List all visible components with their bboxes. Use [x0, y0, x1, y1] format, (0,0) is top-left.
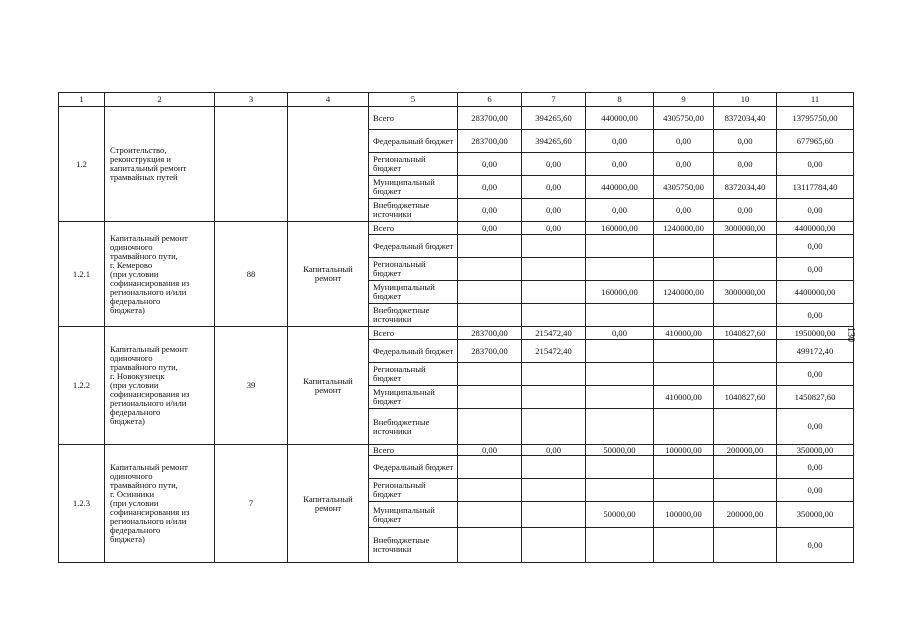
- amount-cell: 1240000,00: [654, 281, 714, 304]
- row-amount: 88: [215, 222, 288, 327]
- row-work-type: Капитальный ремонт: [288, 445, 369, 563]
- amount-cell: [654, 456, 714, 479]
- amount-cell: 13795750,00: [777, 107, 854, 130]
- amount-cell: [654, 528, 714, 563]
- amount-cell: 0,00: [777, 456, 854, 479]
- row-title: Капитальный ремонт одиночного трамвайного пути, г. Осинники (при условии софинансирования из регионального и/или федерального бюджета): [105, 445, 215, 563]
- column-number: 6: [458, 93, 522, 107]
- amount-cell: [522, 479, 586, 502]
- amount-cell: 4305750,00: [654, 176, 714, 199]
- amount-cell: [458, 409, 522, 445]
- amount-cell: [522, 281, 586, 304]
- amount-cell: [522, 235, 586, 258]
- funding-source: Федеральный бюджет: [369, 130, 458, 153]
- amount-cell: 160000,00: [586, 281, 654, 304]
- amount-cell: 0,00: [777, 235, 854, 258]
- amount-cell: [654, 258, 714, 281]
- amount-cell: [458, 528, 522, 563]
- amount-cell: 440000,00: [586, 107, 654, 130]
- column-number: 2: [105, 93, 215, 107]
- amount-cell: 0,00: [777, 199, 854, 222]
- funding-source: Всего: [369, 222, 458, 235]
- amount-cell: [458, 456, 522, 479]
- funding-source: Внебюджетные источники: [369, 304, 458, 327]
- amount-cell: 100000,00: [654, 445, 714, 456]
- amount-cell: 0,00: [777, 528, 854, 563]
- amount-cell: [586, 340, 654, 363]
- amount-cell: 283700,00: [458, 130, 522, 153]
- row-title: Капитальный ремонт одиночного трамвайного пути, г. Кемерово (при условии софинансирования из регионального и/или федерального бюджета): [105, 222, 215, 327]
- amount-cell: [458, 363, 522, 386]
- table-body: [59, 93, 854, 563]
- amount-cell: [458, 304, 522, 327]
- table-row: [59, 327, 854, 340]
- amount-cell: [586, 235, 654, 258]
- amount-cell: 1240000,00: [654, 222, 714, 235]
- amount-cell: 0,00: [522, 222, 586, 235]
- amount-cell: [586, 258, 654, 281]
- amount-cell: [654, 304, 714, 327]
- amount-cell: 0,00: [714, 153, 777, 176]
- amount-cell: 8372034,40: [714, 107, 777, 130]
- amount-cell: 0,00: [522, 199, 586, 222]
- amount-cell: [654, 409, 714, 445]
- column-number: 4: [288, 93, 369, 107]
- row-work-type: [288, 107, 369, 222]
- amount-cell: 0,00: [458, 176, 522, 199]
- amount-cell: 440000,00: [586, 176, 654, 199]
- amount-cell: 200000,00: [714, 502, 777, 528]
- amount-cell: 0,00: [654, 130, 714, 153]
- table-row: [59, 445, 854, 456]
- funding-source: Всего: [369, 445, 458, 456]
- amount-cell: 499172,40: [777, 340, 854, 363]
- table-row: [59, 107, 854, 130]
- amount-cell: 0,00: [522, 176, 586, 199]
- amount-cell: 1040827,60: [714, 386, 777, 409]
- column-number: 9: [654, 93, 714, 107]
- amount-cell: 283700,00: [458, 107, 522, 130]
- funding-source: Всего: [369, 327, 458, 340]
- amount-cell: [522, 304, 586, 327]
- amount-cell: [654, 479, 714, 502]
- amount-cell: 4400000,00: [777, 222, 854, 235]
- row-title: Капитальный ремонт одиночного трамвайного пути, г. Новокузнецк (при условии софинансирования из регионального и/или федерального бюджета): [105, 327, 215, 445]
- amount-cell: 0,00: [458, 222, 522, 235]
- funding-source: Региональный бюджет: [369, 363, 458, 386]
- funding-source: Региональный бюджет: [369, 153, 458, 176]
- amount-cell: [458, 235, 522, 258]
- row-code: 1.2: [59, 107, 105, 222]
- amount-cell: [522, 528, 586, 563]
- amount-cell: [714, 456, 777, 479]
- column-number: 1: [59, 93, 105, 107]
- funding-source: Муниципальный бюджет: [369, 502, 458, 528]
- amount-cell: 0,00: [586, 327, 654, 340]
- funding-source: Федеральный бюджет: [369, 235, 458, 258]
- amount-cell: [714, 363, 777, 386]
- amount-cell: 200000,00: [714, 445, 777, 456]
- amount-cell: 394265,60: [522, 107, 586, 130]
- column-number: 8: [586, 93, 654, 107]
- amount-cell: 0,00: [777, 153, 854, 176]
- amount-cell: 8372034,40: [714, 176, 777, 199]
- amount-cell: [654, 363, 714, 386]
- amount-cell: [654, 235, 714, 258]
- amount-cell: 350000,00: [777, 445, 854, 456]
- funding-source: Муниципальный бюджет: [369, 176, 458, 199]
- row-amount: 7: [215, 445, 288, 563]
- row-amount: 39: [215, 327, 288, 445]
- amount-cell: [586, 304, 654, 327]
- amount-cell: [714, 258, 777, 281]
- amount-cell: [522, 409, 586, 445]
- amount-cell: [586, 363, 654, 386]
- column-number: 5: [369, 93, 458, 107]
- amount-cell: [522, 502, 586, 528]
- amount-cell: 215472,40: [522, 327, 586, 340]
- amount-cell: 410000,00: [654, 327, 714, 340]
- amount-cell: 0,00: [654, 199, 714, 222]
- amount-cell: [714, 235, 777, 258]
- amount-cell: [586, 456, 654, 479]
- amount-cell: 0,00: [714, 199, 777, 222]
- amount-cell: 0,00: [522, 153, 586, 176]
- row-code: 1.2.2: [59, 327, 105, 445]
- funding-source: Внебюджетные источники: [369, 528, 458, 563]
- amount-cell: [714, 528, 777, 563]
- amount-cell: 1450827,60: [777, 386, 854, 409]
- amount-cell: 0,00: [777, 258, 854, 281]
- funding-source: Федеральный бюджет: [369, 340, 458, 363]
- amount-cell: 50000,00: [586, 502, 654, 528]
- amount-cell: 0,00: [458, 153, 522, 176]
- funding-source: Муниципальный бюджет: [369, 386, 458, 409]
- column-number: 7: [522, 93, 586, 107]
- table-row: [59, 222, 854, 235]
- amount-cell: 4400000,00: [777, 281, 854, 304]
- header-row: [59, 93, 854, 107]
- column-number: 11: [777, 93, 854, 107]
- amount-cell: 0,00: [586, 153, 654, 176]
- amount-cell: 3000000,00: [714, 281, 777, 304]
- funding-source: Всего: [369, 107, 458, 130]
- amount-cell: 0,00: [586, 199, 654, 222]
- amount-cell: 13117784,40: [777, 176, 854, 199]
- amount-cell: [586, 386, 654, 409]
- amount-cell: 0,00: [777, 304, 854, 327]
- funding-source: Муниципальный бюджет: [369, 281, 458, 304]
- funding-source: Федеральный бюджет: [369, 456, 458, 479]
- amount-cell: 0,00: [714, 130, 777, 153]
- amount-cell: [586, 479, 654, 502]
- amount-cell: [714, 409, 777, 445]
- amount-cell: [522, 456, 586, 479]
- funding-source: Внебюджетные источники: [369, 199, 458, 222]
- amount-cell: 677965,60: [777, 130, 854, 153]
- row-work-type: Капитальный ремонт: [288, 327, 369, 445]
- amount-cell: [458, 386, 522, 409]
- column-number: 10: [714, 93, 777, 107]
- amount-cell: [522, 258, 586, 281]
- row-code: 1.2.1: [59, 222, 105, 327]
- amount-cell: [458, 502, 522, 528]
- row-code: 1.2.3: [59, 445, 105, 563]
- amount-cell: 0,00: [777, 409, 854, 445]
- amount-cell: [654, 340, 714, 363]
- amount-cell: 0,00: [654, 153, 714, 176]
- funding-source: Региональный бюджет: [369, 258, 458, 281]
- amount-cell: [458, 281, 522, 304]
- amount-cell: [714, 479, 777, 502]
- amount-cell: 1040827,60: [714, 327, 777, 340]
- amount-cell: 350000,00: [777, 502, 854, 528]
- amount-cell: 0,00: [522, 445, 586, 456]
- amount-cell: 0,00: [458, 199, 522, 222]
- row-amount: [215, 107, 288, 222]
- amount-cell: 0,00: [458, 445, 522, 456]
- budget-table: [58, 92, 854, 563]
- amount-cell: 50000,00: [586, 445, 654, 456]
- amount-cell: 215472,40: [522, 340, 586, 363]
- row-work-type: Капитальный ремонт: [288, 222, 369, 327]
- amount-cell: 100000,00: [654, 502, 714, 528]
- amount-cell: [522, 386, 586, 409]
- amount-cell: 160000,00: [586, 222, 654, 235]
- amount-cell: [714, 304, 777, 327]
- amount-cell: [458, 479, 522, 502]
- amount-cell: [458, 258, 522, 281]
- amount-cell: 0,00: [586, 130, 654, 153]
- amount-cell: [586, 528, 654, 563]
- funding-source: Региональный бюджет: [369, 479, 458, 502]
- amount-cell: [714, 340, 777, 363]
- amount-cell: 283700,00: [458, 327, 522, 340]
- amount-cell: 0,00: [777, 479, 854, 502]
- funding-source: Внебюджетные источники: [369, 409, 458, 445]
- amount-cell: 394265,60: [522, 130, 586, 153]
- amount-cell: 0,00: [777, 363, 854, 386]
- amount-cell: 3000000,00: [714, 222, 777, 235]
- column-number: 3: [215, 93, 288, 107]
- row-title: Строительство, реконструкция и капитальный ремонт трамвайных путей: [105, 107, 215, 222]
- amount-cell: 1950000,00: [777, 327, 854, 340]
- amount-cell: 283700,00: [458, 340, 522, 363]
- amount-cell: 4305750,00: [654, 107, 714, 130]
- amount-cell: [586, 409, 654, 445]
- page-number: 130: [845, 327, 856, 342]
- amount-cell: [522, 363, 586, 386]
- amount-cell: 410000,00: [654, 386, 714, 409]
